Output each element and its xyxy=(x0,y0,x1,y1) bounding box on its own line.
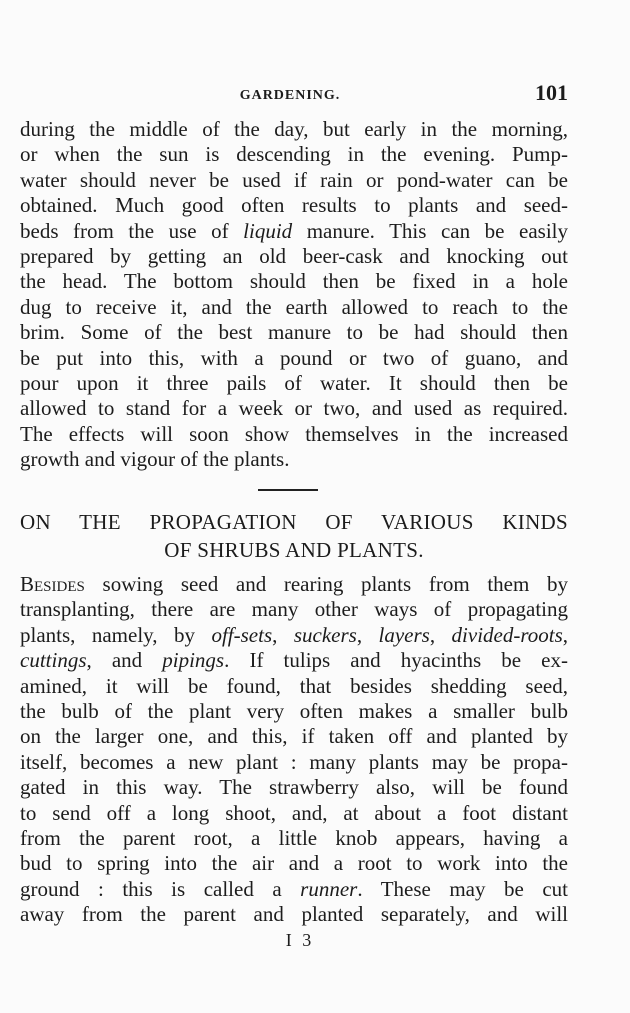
text-run: from the parent root, a little knob appears, having a xyxy=(20,825,568,850)
text-run: dug to receive it, and the earth allowed to reach to the xyxy=(20,294,568,319)
text-line xyxy=(20,447,568,472)
text-line xyxy=(20,244,568,269)
text-run: plants, namely, by xyxy=(20,622,212,647)
text-run: , xyxy=(272,622,294,647)
italic-term: runner xyxy=(300,876,358,901)
text-line xyxy=(20,396,568,421)
text-run: bud to spring into the air and a root to work into the xyxy=(20,851,568,876)
text-run: beds from the use of xyxy=(20,218,244,243)
text-run: be put into this, with a pound or two of guano, and xyxy=(20,345,568,370)
section-divider-rule xyxy=(258,489,318,491)
paragraph-liquid-manure xyxy=(20,117,568,472)
section-heading xyxy=(20,508,568,564)
text-line xyxy=(20,648,568,673)
text-run: water should never be used if rain or pond-water can be xyxy=(20,167,568,192)
text-line xyxy=(20,623,568,648)
text-line xyxy=(20,674,568,699)
text-run: prepared by getting an old beer-cask and knocking out xyxy=(20,243,568,268)
italic-term: off-sets xyxy=(211,622,273,647)
text-run: gated in this way. The strawberry also, will be found xyxy=(20,775,568,800)
text-run: itself, becomes a new plant : many plants may be propa- xyxy=(20,749,568,774)
italic-term: pipings xyxy=(162,648,225,673)
text-line xyxy=(20,295,568,320)
text-line xyxy=(20,851,568,876)
text-line xyxy=(20,269,568,294)
text-run: , xyxy=(562,622,569,647)
text-run: on the larger one, and this, if taken off and planted by xyxy=(20,724,568,749)
text-line xyxy=(20,597,568,622)
text-run: during the middle of the day, but early in the morning, xyxy=(20,117,568,141)
text-line xyxy=(20,724,568,749)
text-run: away from the parent and planted separately, and will xyxy=(20,902,568,927)
running-head-title: GARDENING. xyxy=(239,88,341,103)
text-run: the head. The bottom should then be fixed in a hole xyxy=(20,269,568,294)
text-run: sowing seed and rearing plants from them by xyxy=(84,572,568,596)
text-run: manure. This can be easily xyxy=(292,218,568,243)
text-run: . These may be cut xyxy=(357,876,568,901)
text-line xyxy=(20,371,568,396)
text-run: growth and vigour of the plants. xyxy=(20,447,290,472)
signature-mark: I 3 xyxy=(285,930,315,950)
text-line xyxy=(20,877,568,902)
paragraph-propagation xyxy=(20,572,568,927)
text-run: pour upon it three pails of water. It should then be xyxy=(20,370,568,395)
text-run: transplanting, there are many other ways of propagating xyxy=(20,597,568,622)
page-number: 101 xyxy=(535,80,568,105)
text-run: , xyxy=(429,622,452,647)
text-run: brim. Some of the best manure to be had should then xyxy=(20,320,568,345)
text-line xyxy=(20,801,568,826)
italic-term: layers xyxy=(378,622,430,647)
text-run: the bulb of the plant very often makes a smaller bulb xyxy=(20,698,568,723)
text-line xyxy=(20,775,568,800)
text-line xyxy=(20,142,568,167)
text-line xyxy=(20,572,568,597)
italic-term: divided-roots xyxy=(451,622,563,647)
text-line xyxy=(20,750,568,775)
italic-term: suckers xyxy=(293,622,357,647)
text-run: obtained. Much good often results to plants and seed- xyxy=(20,193,568,218)
italic-term: liquid xyxy=(243,218,293,243)
text-line xyxy=(20,320,568,345)
text-line xyxy=(20,699,568,724)
text-run: Besides xyxy=(20,572,85,596)
text-line xyxy=(20,422,568,447)
text-line xyxy=(20,117,568,142)
italic-term: cuttings xyxy=(20,648,87,673)
text-run: to send off a long shoot, and, at about a foot distant xyxy=(20,800,568,825)
text-run: . If tulips and hyacinths be ex- xyxy=(224,648,568,673)
section-heading-line-2: OF SHRUBS AND PLANTS. xyxy=(164,538,424,562)
text-run: allowed to stand for a week or two, and used as required. xyxy=(20,396,568,421)
text-run: or when the sun is descending in the evening. Pump- xyxy=(20,142,568,167)
text-line xyxy=(20,902,568,927)
text-run: amined, it will be found, that besides shedding seed, xyxy=(20,673,568,698)
text-run: The effects will soon show themselves in the increased xyxy=(20,421,568,446)
text-line xyxy=(20,346,568,371)
text-run: ground : this is called a xyxy=(20,876,301,901)
text-run: , and xyxy=(86,648,163,673)
section-heading-line-1: ON THE PROPAGATION OF VARIOUS KINDS xyxy=(20,510,568,534)
text-line xyxy=(20,219,568,244)
text-line xyxy=(20,826,568,851)
text-line xyxy=(20,168,568,193)
text-run: , xyxy=(356,622,379,647)
text-line xyxy=(20,193,568,218)
